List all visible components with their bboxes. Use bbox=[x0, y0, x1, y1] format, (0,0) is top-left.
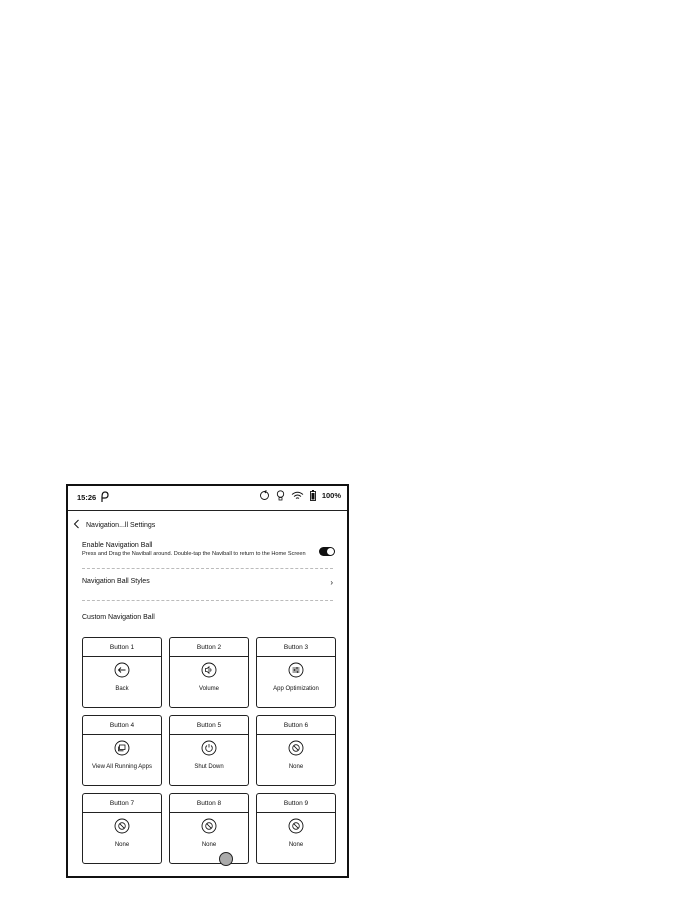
card-action: View All Running Apps bbox=[92, 764, 152, 770]
status-icons bbox=[259, 490, 341, 501]
button-card-7[interactable] bbox=[82, 793, 162, 864]
status-divider bbox=[68, 510, 347, 511]
none-icon bbox=[201, 818, 217, 834]
none-icon bbox=[288, 818, 304, 834]
button-card-1[interactable] bbox=[82, 637, 162, 708]
button-card-6[interactable] bbox=[256, 715, 336, 786]
back-chevron-icon[interactable] bbox=[72, 519, 82, 531]
page-title: Navigation...ll Settings bbox=[86, 521, 156, 529]
recent-apps-icon bbox=[114, 740, 130, 756]
enable-toggle[interactable] bbox=[319, 547, 335, 556]
enable-navigation-ball-row[interactable] bbox=[82, 542, 335, 562]
wifi-icon bbox=[291, 491, 304, 501]
page-header bbox=[72, 519, 155, 531]
card-title: Button 8 bbox=[170, 794, 248, 813]
battery-icon bbox=[310, 490, 316, 501]
sliders-icon bbox=[288, 662, 304, 678]
card-title: Button 1 bbox=[83, 638, 161, 657]
card-action: Volume bbox=[198, 686, 219, 692]
card-title: Button 6 bbox=[257, 716, 335, 735]
card-action: Shut Down bbox=[194, 764, 224, 770]
navigation-ball[interactable] bbox=[219, 852, 233, 866]
section-title: Custom Navigation Ball bbox=[82, 614, 155, 621]
status-time: 15:26 bbox=[77, 493, 97, 502]
card-title: Button 5 bbox=[170, 716, 248, 735]
button-card-3[interactable] bbox=[256, 637, 336, 708]
card-title: Button 9 bbox=[257, 794, 335, 813]
none-icon bbox=[114, 818, 130, 834]
navigation-ball-styles-row[interactable] bbox=[82, 578, 333, 590]
device-screen bbox=[66, 484, 349, 878]
card-title: Button 3 bbox=[257, 638, 335, 657]
chevron-right-icon: › bbox=[330, 578, 333, 587]
pen-icon bbox=[100, 491, 110, 505]
divider bbox=[82, 600, 333, 601]
card-action: Back bbox=[115, 686, 129, 692]
card-action: None bbox=[114, 842, 130, 848]
styles-label: Navigation Ball Styles bbox=[82, 578, 150, 585]
card-action: None bbox=[288, 842, 304, 848]
power-icon bbox=[201, 740, 217, 756]
enable-description: Press and Drag the Naviball around. Double-tap the Naviball to return to the Home Screen bbox=[82, 551, 306, 557]
button-card-5[interactable] bbox=[169, 715, 249, 786]
card-title: Button 2 bbox=[170, 638, 248, 657]
battery-percent: 100% bbox=[321, 491, 341, 500]
toggle-knob bbox=[327, 548, 334, 555]
enable-title: Enable Navigation Ball bbox=[82, 542, 153, 549]
card-action: None bbox=[288, 764, 304, 770]
card-action: None bbox=[201, 842, 217, 848]
button-card-9[interactable] bbox=[256, 793, 336, 864]
divider bbox=[82, 568, 333, 569]
sync-icon bbox=[259, 490, 270, 501]
card-action: App Optimization bbox=[273, 686, 319, 692]
status-bar bbox=[68, 486, 347, 510]
none-icon bbox=[288, 740, 304, 756]
card-title: Button 4 bbox=[83, 716, 161, 735]
button-card-4[interactable] bbox=[82, 715, 162, 786]
volume-icon bbox=[201, 662, 217, 678]
lightbulb-icon bbox=[276, 490, 285, 501]
card-title: Button 7 bbox=[83, 794, 161, 813]
back-arrow-icon bbox=[114, 662, 130, 678]
button-card-8[interactable] bbox=[169, 793, 249, 864]
button-card-2[interactable] bbox=[169, 637, 249, 708]
